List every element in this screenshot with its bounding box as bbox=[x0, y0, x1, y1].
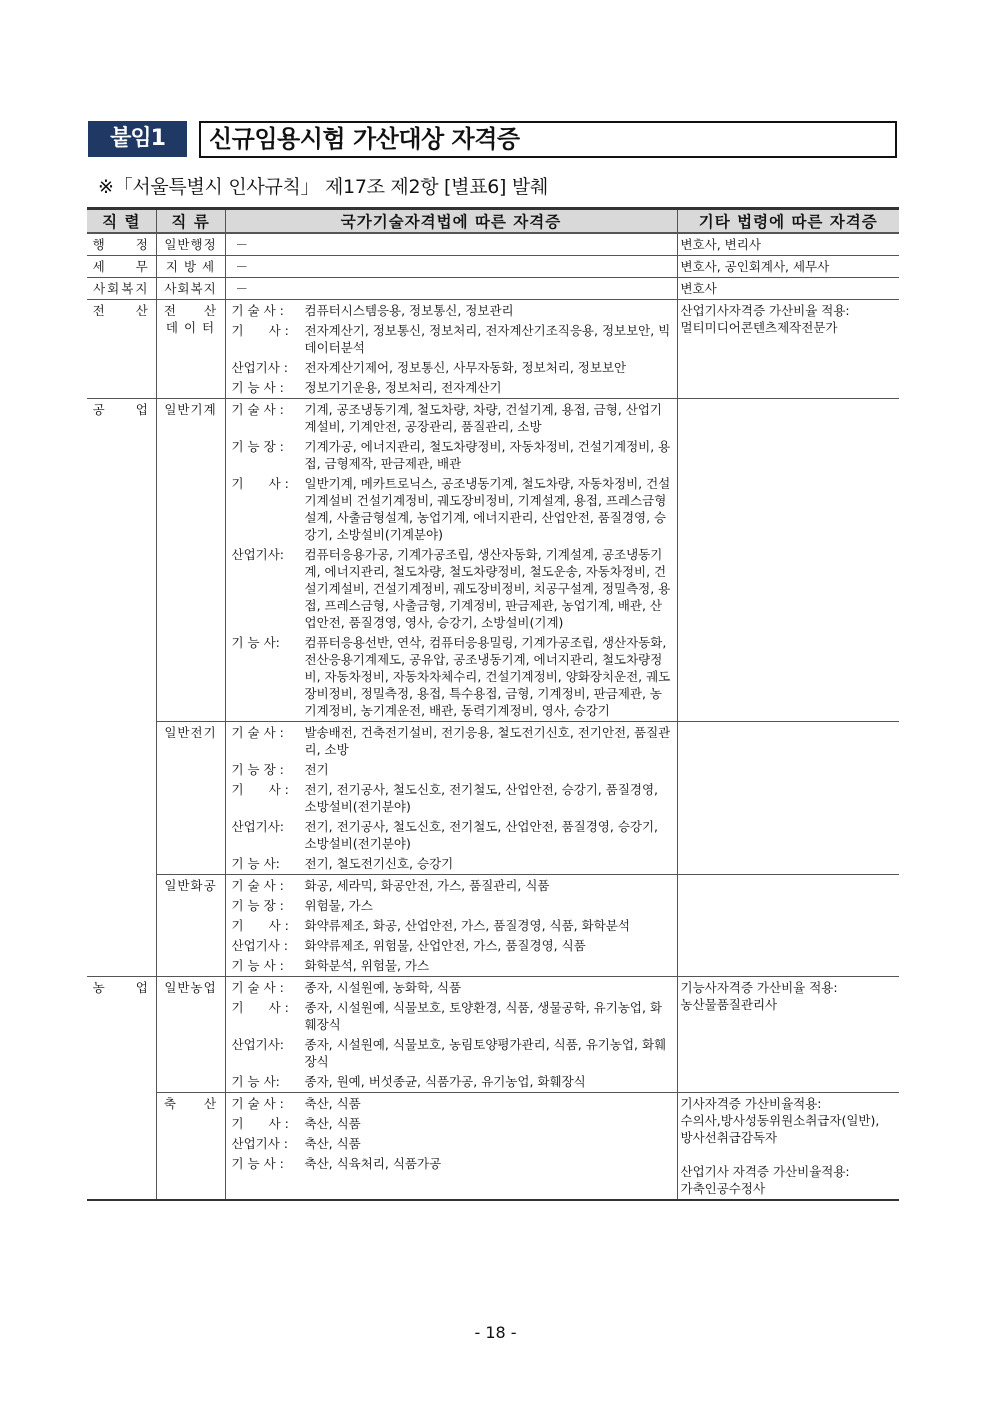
grade-label: 기 능 장 : bbox=[231, 439, 284, 454]
certificate-line bbox=[229, 1073, 674, 1090]
certificate-list: 축산, 식품 bbox=[304, 1136, 361, 1151]
document-title: 신규임용시험 가산대상 자격증 bbox=[199, 121, 897, 158]
national-certificates-cell bbox=[225, 278, 677, 300]
other-certificates-cell bbox=[677, 722, 899, 875]
grade-label: 기 사 : bbox=[231, 782, 289, 797]
class-cell: 사회복지 bbox=[156, 278, 225, 300]
table-row bbox=[87, 256, 899, 278]
certificate-line bbox=[229, 781, 674, 815]
certificate-line bbox=[229, 979, 674, 996]
grade-label: 기 사 : bbox=[231, 1000, 289, 1015]
certificate-list: 종자, 시설원예, 농화학, 식품 bbox=[304, 980, 462, 995]
grade-label: 기 능 사: bbox=[231, 635, 280, 650]
grade-label: 기 능 사 : bbox=[231, 1156, 284, 1171]
series-cell: 공 업 bbox=[87, 399, 156, 977]
table-row bbox=[87, 875, 899, 977]
grade-label: 산업기사 : bbox=[231, 1136, 288, 1151]
certificate-list: 정보기기운용, 정보처리, 전자계산기 bbox=[304, 380, 502, 395]
grade-label: 산업기사: bbox=[231, 819, 285, 834]
certificate-list: 축산, 식품 bbox=[304, 1116, 361, 1131]
class-cell: 전 산 데 이 터 bbox=[156, 300, 225, 399]
certificate-line bbox=[229, 475, 674, 543]
certificate-list: 컴퓨터응용가공, 기계가공조립, 생산자동화, 기계설계, 공조냉동기계, 에너지관리, 철도차량, 철도차량정비, 철도운송, 자동차정비, 건설기계설비, 건설기계정비, 궤도장비정비, 치공구설계, 정밀측정, 용접, 프레스금형, 사출금형, 기계정비, 판금제관, 농업기계, 배관, 산업안전, 품질경영, 영사, 승강기, 소방설비(기계) bbox=[304, 547, 671, 630]
grade-label: 기 사 : bbox=[231, 918, 289, 933]
grade-label bbox=[229, 280, 236, 297]
other-certificates-cell: 변호사 bbox=[677, 278, 899, 300]
certificate-list: 전기 bbox=[304, 762, 329, 777]
certificate-list: 위험물, 가스 bbox=[304, 898, 373, 913]
class-cell: 일반전기 bbox=[156, 722, 225, 875]
certificate-list: 전자계산기, 정보통신, 정보처리, 전자계산기조직응용, 정보보안, 빅데이터분석 bbox=[304, 323, 671, 355]
grade-label bbox=[229, 258, 236, 275]
certificate-line bbox=[229, 761, 674, 778]
certificate-list: 컴퓨터응용선반, 연삭, 컴퓨터응용밀링, 기계가공조립, 생산자동화, 전산응용기계제도, 공유압, 공조냉동기계, 에너지관리, 철도차량정비, 자동차정비, 자동차차체수리, 건설기계정비, 양화장치운전, 궤도장비정비, 정밀측정, 용접, 특수용접, 금형, 기계정비, 판금제관, 농기계정비, 농기계운전, 배관, 동력기계정비, 영사, 승강기 bbox=[304, 635, 671, 718]
certificate-list: － bbox=[235, 259, 249, 274]
grade-label: 기 능 장 : bbox=[231, 898, 284, 913]
class-cell: 일반화공 bbox=[156, 875, 225, 977]
grade-label: 기 사 : bbox=[231, 323, 289, 338]
table-row bbox=[87, 233, 899, 256]
grade-label: 기 술 사 : bbox=[231, 980, 284, 995]
certificate-list: 전기, 철도전기신호, 승강기 bbox=[304, 856, 454, 871]
certificate-line bbox=[229, 897, 674, 914]
certificate-list: 발송배전, 건축전기설비, 전기응용, 철도전기신호, 전기안전, 품질관리, 소방 bbox=[304, 725, 671, 757]
certificate-line bbox=[229, 379, 674, 396]
class-cell: 축 산 bbox=[156, 1093, 225, 1201]
certificate-list: 전기, 전기공사, 철도신호, 전기철도, 산업안전, 품질경영, 승강기, 소방설비(전기분야) bbox=[304, 819, 659, 851]
certificate-list: 전자계산기제어, 정보통신, 사무자동화, 정보처리, 정보보안 bbox=[304, 360, 627, 375]
grade-label: 기 능 사 : bbox=[231, 958, 284, 973]
header-class: 직 류 bbox=[156, 209, 225, 234]
certificate-list: － bbox=[235, 281, 249, 296]
other-certificates-cell: 기사자격증 가산비율적용: 수의사,방사성동위원소취급자(일반), 방사선취급감독자 산업기사 자격증 가산비율적용: 가축인공수정사 bbox=[677, 1093, 899, 1201]
certificate-line bbox=[229, 359, 674, 376]
table-body bbox=[87, 233, 899, 1200]
certificate-list: 축산, 식품 bbox=[304, 1096, 361, 1111]
certificate-line bbox=[229, 877, 674, 894]
certificate-list: 일반기계, 메카트로닉스, 공조냉동기계, 철도차량, 자동차정비, 건설기계설비 건설기계정비, 궤도장비정비, 기계설계, 용접, 프레스금형설계, 사출금형설계, 농업기계, 에너지관리, 산업안전, 품질경영, 승강기, 소방설비(기계분야) bbox=[304, 476, 671, 542]
series-cell: 사회복지 bbox=[87, 278, 156, 300]
grade-label: 산업기사: bbox=[231, 1037, 285, 1052]
other-certificates-cell bbox=[677, 875, 899, 977]
table-row bbox=[87, 1093, 899, 1201]
certificate-line bbox=[229, 302, 674, 319]
other-certificates-cell: 변호사, 변리사 bbox=[677, 233, 899, 256]
certificate-list: 축산, 식육처리, 식품가공 bbox=[304, 1156, 442, 1171]
certificate-list: 컴퓨터시스템응용, 정보통신, 정보관리 bbox=[304, 303, 514, 318]
national-certificates-cell bbox=[225, 399, 677, 722]
certificate-line bbox=[229, 957, 674, 974]
certificate-line bbox=[229, 818, 674, 852]
class-cell: 지 방 세 bbox=[156, 256, 225, 278]
national-certificates-cell bbox=[225, 300, 677, 399]
certificate-line bbox=[229, 937, 674, 954]
certificate-list: 화학분석, 위험물, 가스 bbox=[304, 958, 430, 973]
certificate-line bbox=[229, 236, 674, 253]
certificate-table bbox=[87, 207, 899, 1201]
certificate-line bbox=[229, 1135, 674, 1152]
attachment-badge: 붙임1 bbox=[88, 121, 187, 157]
certificate-line bbox=[229, 438, 674, 472]
series-cell: 전 산 bbox=[87, 300, 156, 399]
grade-label: 기 능 사: bbox=[231, 1074, 280, 1089]
national-certificates-cell bbox=[225, 1093, 677, 1201]
certificate-line bbox=[229, 1115, 674, 1132]
grade-label: 기 술 사 : bbox=[231, 1096, 284, 1111]
grade-label: 산업기사 : bbox=[231, 360, 288, 375]
certificate-list: 전기, 전기공사, 철도신호, 전기철도, 산업안전, 승강기, 품질경영, 소방설비(전기분야) bbox=[304, 782, 659, 814]
certificate-line bbox=[229, 855, 674, 872]
header-series: 직 렬 bbox=[87, 209, 156, 234]
grade-label: 기 술 사 : bbox=[231, 402, 284, 417]
national-certificates-cell bbox=[225, 977, 677, 1093]
table-row bbox=[87, 278, 899, 300]
class-cell: 일반행정 bbox=[156, 233, 225, 256]
other-certificates-cell: 변호사, 공인회계사, 세무사 bbox=[677, 256, 899, 278]
document-subtitle: ※「서울특별시 인사규칙」 제17조 제2항 [별표6] 발췌 bbox=[98, 176, 549, 198]
table-row bbox=[87, 722, 899, 875]
certificate-list: 기계, 공조냉동기계, 철도차량, 차량, 건설기계, 용접, 금형, 산업기계설비, 기계안전, 공장관리, 품질관리, 소방 bbox=[304, 402, 663, 434]
certificate-line bbox=[229, 1095, 674, 1112]
other-certificates-cell: 기능사자격증 가산비율 적용: 농산물품질관리사 bbox=[677, 977, 899, 1093]
table-header-row bbox=[87, 209, 899, 234]
certificate-line bbox=[229, 1036, 674, 1070]
certificate-list: 종자, 원예, 버섯종균, 식품가공, 유기농업, 화훼장식 bbox=[304, 1074, 586, 1089]
certificate-list: － bbox=[235, 237, 249, 252]
certificate-line bbox=[229, 322, 674, 356]
certificate-line bbox=[229, 634, 674, 719]
header-other-certificates: 기타 법령에 따른 자격증 bbox=[677, 209, 899, 234]
certificate-line bbox=[229, 401, 674, 435]
grade-label: 기 술 사 : bbox=[231, 878, 284, 893]
series-cell: 세 무 bbox=[87, 256, 156, 278]
header-national-certificates: 국가기술자격법에 따른 자격증 bbox=[225, 209, 677, 234]
series-cell: 농 업 bbox=[87, 977, 156, 1201]
class-cell: 일반기계 bbox=[156, 399, 225, 722]
national-certificates-cell bbox=[225, 722, 677, 875]
grade-label: 기 사 : bbox=[231, 476, 289, 491]
certificate-line bbox=[229, 724, 674, 758]
table-row bbox=[87, 399, 899, 722]
certificate-list: 종자, 시설원예, 식물보호, 농림토양평가관리, 식품, 유기농업, 화훼장식 bbox=[304, 1037, 667, 1069]
table-row bbox=[87, 977, 899, 1093]
grade-label: 기 술 사 : bbox=[231, 725, 284, 740]
certificate-line bbox=[229, 546, 674, 631]
certificate-list: 기계가공, 에너지관리, 철도차량정비, 자동차정비, 건설기계정비, 용접, 금형제작, 판금제관, 배관 bbox=[304, 439, 671, 471]
certificate-line bbox=[229, 258, 674, 275]
grade-label: 기 능 사 : bbox=[231, 380, 284, 395]
grade-label: 산업기사: bbox=[231, 547, 285, 562]
other-certificates-cell bbox=[677, 399, 899, 722]
certificate-line bbox=[229, 917, 674, 934]
table-row bbox=[87, 300, 899, 399]
certificate-line bbox=[229, 1155, 674, 1172]
grade-label: 기 능 장 : bbox=[231, 762, 284, 777]
certificate-list: 화약류제조, 화공, 산업안전, 가스, 품질경영, 식품, 화학분석 bbox=[304, 918, 630, 933]
other-certificates-cell: 산업기사자격증 가산비율 적용: 멀티미디어콘텐츠제작전문가 bbox=[677, 300, 899, 399]
series-cell: 행 정 bbox=[87, 233, 156, 256]
national-certificates-cell bbox=[225, 256, 677, 278]
certificate-list: 화공, 세라믹, 화공안전, 가스, 품질관리, 식품 bbox=[304, 878, 550, 893]
class-cell: 일반농업 bbox=[156, 977, 225, 1093]
page-number: - 18 - bbox=[474, 1323, 517, 1342]
certificate-line bbox=[229, 999, 674, 1033]
national-certificates-cell bbox=[225, 875, 677, 977]
certificate-list: 종자, 시설원예, 식물보호, 토양환경, 식품, 생물공학, 유기농업, 화훼장식 bbox=[304, 1000, 663, 1032]
national-certificates-cell bbox=[225, 233, 677, 256]
certificate-list: 화약류제조, 위험물, 산업안전, 가스, 품질경영, 식품 bbox=[304, 938, 586, 953]
grade-label: 기 능 사: bbox=[231, 856, 280, 871]
grade-label: 기 사 : bbox=[231, 1116, 289, 1131]
certificate-line bbox=[229, 280, 674, 297]
grade-label: 산업기사 : bbox=[231, 938, 288, 953]
grade-label bbox=[229, 236, 236, 253]
grade-label: 기 술 사 : bbox=[231, 303, 284, 318]
